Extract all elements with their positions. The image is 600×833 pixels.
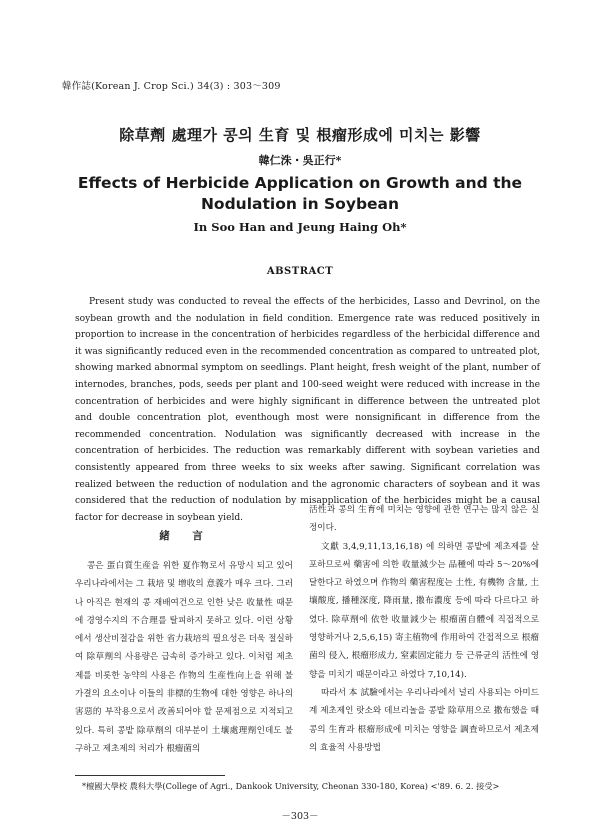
left-column — [75, 510, 293, 758]
english-authors: In Soo Han and Jeung Haing Oh* — [193, 220, 407, 234]
page-number: －303－ — [281, 811, 319, 822]
introduction-right-text-2: 文獻 3,4,9,11,13,16,18) 에 의하면 콩밭에 제초제를 살포하므로써 藥害에 의한 收量減少는 品種에 따라 5～20%에 달한다고 하였으며 作物의 藥害程度는 土性, 有機物 含量, 土壤酸度, 播種深度, 降雨量, 撒布濃度 등에 따라 다르다고 하였다. 除草劑에 依한 收量減少는 根瘤菌自體에 직접적으로 영향하거나 2,5,6,15) 寄主植物에 作用하여 간접적으로 根瘤菌의 侵入, 根瘤形成力, 窒素固定能力 등 근류균의 活性에 영향을 미치기 때문이라고 하였다 7,10,14). — [309, 541, 539, 680]
korean-title: 除草劑 處理가 콩의 生育 및 根瘤形成에 미치는 影響 — [119, 126, 481, 144]
introduction-right-text-1: 活性과 콩의 生育에 미치는 영향에 관한 연구는 많지 않은 실정이다. — [309, 505, 539, 534]
introduction-left-text: 콩은 蛋白質生産을 위한 夏作物로서 유망시 되고 있어 우리나라에서는 그 栽培 및 增收의 意義가 매우 크다. 그러나 아직은 현재의 콩 재배여건으로 인한 낮은 收量性 때문에 경영수지의 不合理를 탈피하지 못하고 있다. 이런 상황에서 생산비절감을 위한 省力栽培의 필요성은 더욱 절실하여 除草劑의 사용량은 급속히 증가하고 있다. 이처럼 제초제를 비롯한 농약의 사용은 作物의 生産性向上을 위해 불가결의 요소이나 이들의 非標的生物에 대한 영향은 하나의 害惡的 부작용으로서 改善되어야 할 문제점으로 지적되고 있다. 특히 콩밭 除草劑의 대부분이 土壤處理劑인데도 불구하고 제초제의 처리가 根瘤菌의 — [75, 561, 293, 754]
journal-citation: 韓作誌(Korean J. Crop Sci.) 34(3) : 303～309 — [62, 81, 281, 92]
footnote-divider — [75, 775, 225, 776]
abstract-heading: ABSTRACT — [266, 266, 334, 277]
introduction-heading: 緒 言 — [159, 530, 209, 542]
author-affiliation-footnote: *檀國大學校 農科大學(College of Agri., Dankook University, Cheonan 330-180, Korea) <'89. 6. 2. 接受> — [82, 781, 500, 791]
abstract-text: Present study was conducted to reveal the effects of the herbicides, Lasso and Devrinol, on the soybean growth and the nodulation in field condition. Emergence rate was reduced positively in proportion to increase in the concentration of herbicides regardless of the herbicidal difference and it was significantly reduced even in the recommended concentration as compared to untreated plot, showing marked abnormal symptom on seedlings. Plant height, fresh weight of the plant, number of internodes, branches, pods, seeds per plant and 100-seed weight were reduced with increase in the concentration of herbicides and were highly significant in difference between the untreated plot and double concentration plot, eventhough most were nonsignificant in difference from the recommended concentration. Nodulation was significantly decreased with increase in the concentration of herbicides. The reduction was remarkably different with soybean varieties and consistently appeared from three weeks to six weeks after sawing. Significant correlation was realized between the reduction of nodulation and the agronomic characters of soybean and it was considered that the reduction of nodulation by misapplication of the herbicides might be a causal factor for decrease in soybean yield. — [75, 297, 540, 523]
english-title: Effects of Herbicide Application on Growth and the Nodulation in Soybean — [77, 174, 523, 213]
right-column — [309, 501, 539, 757]
introduction-right-text-3: 따라서 本 試驗에서는 우리나라에서 널리 사용되는 아미드계 제초제인 랏소와 데브리놀을 콩밭 除草用으로 撒布했을 때 콩의 生育과 根瘤形成에 미치는 영향을 調査하므로서 제초제의 효율적 사용방법 — [309, 687, 539, 753]
korean-authors: 韓仁洙・吳正行* — [258, 154, 342, 167]
